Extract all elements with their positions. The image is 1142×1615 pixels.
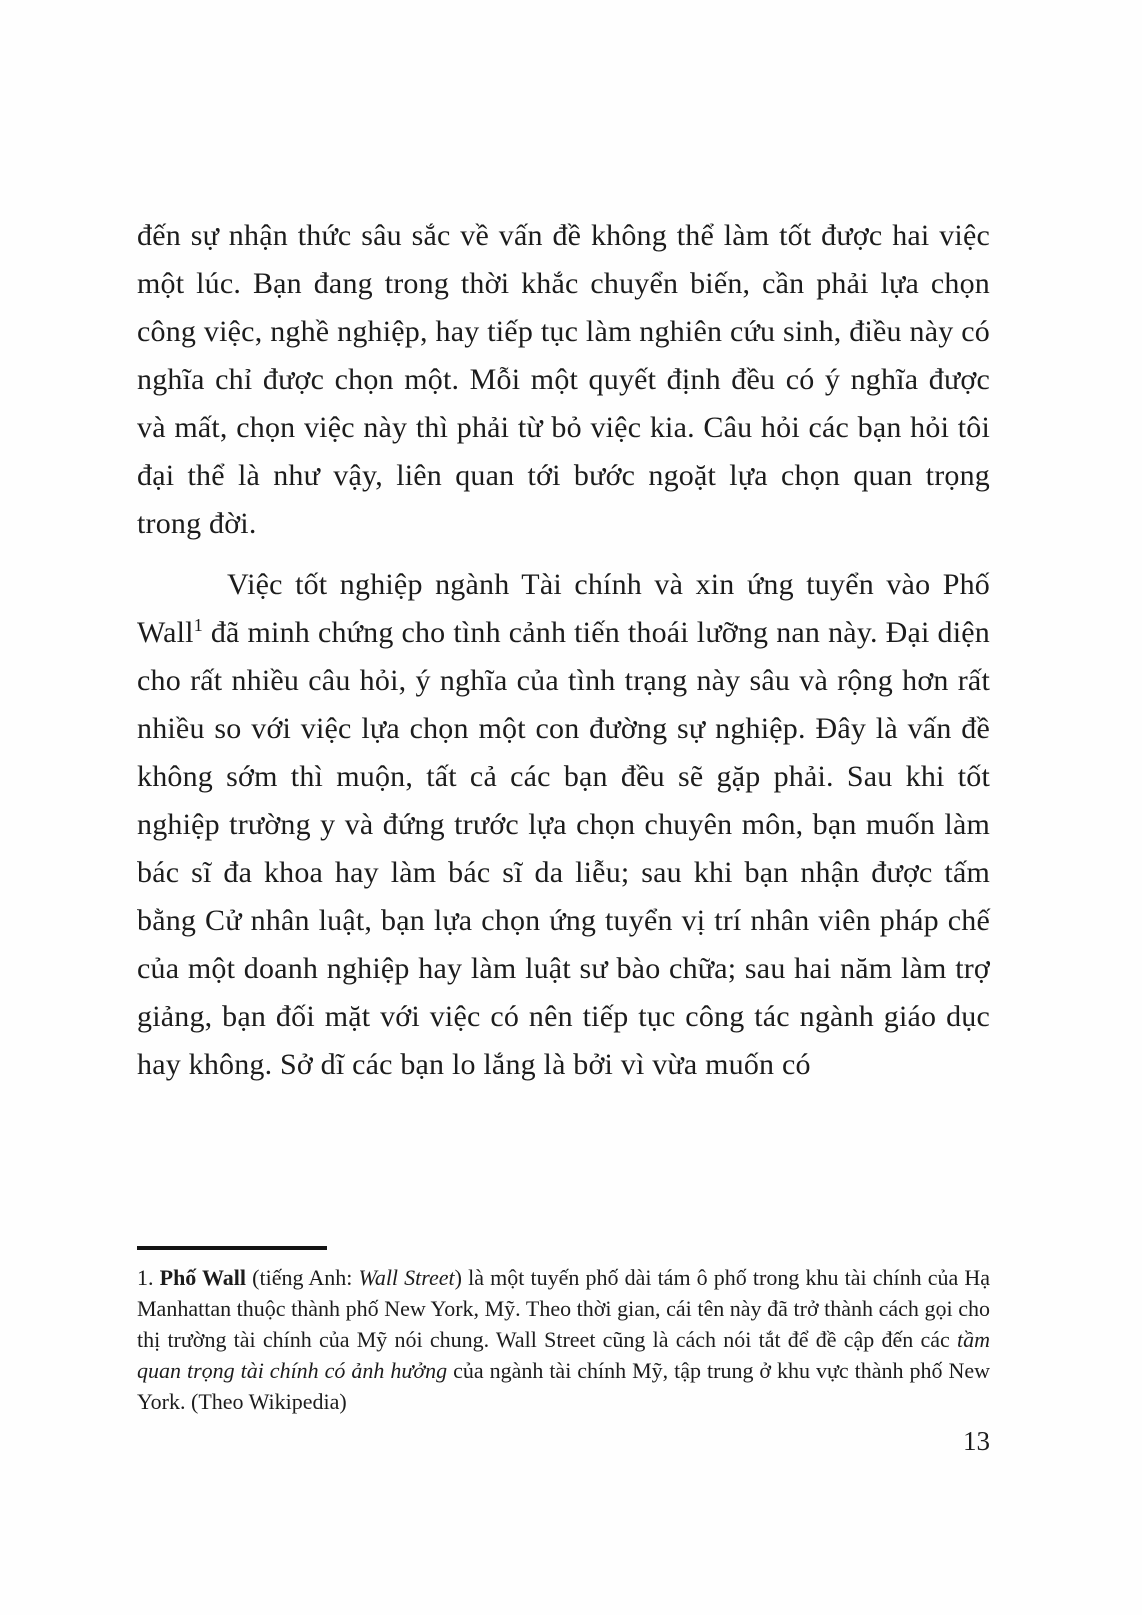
page-number: 13: [963, 1426, 990, 1456]
footnote-emphasis: tầm quan trọng tài chính có ảnh hưởng: [137, 1327, 990, 1383]
footnote-segment: (tiếng Anh:: [246, 1265, 359, 1290]
paragraph: [137, 561, 990, 1089]
footnote-segment: của ngành tài chính Mỹ, tập trung ở khu vực thành phố New York. (Theo Wikipedia): [137, 1358, 991, 1414]
paragraph-text: Việc tốt nghiệp ngành Tài chính và xin ứng tuyển vào Phố Wall: [137, 568, 990, 649]
footnote-term: Phố Wall: [159, 1265, 247, 1290]
footnote-area: [137, 1246, 990, 1417]
paragraph-text: đã minh chứng cho tình cảnh tiến thoái lưỡng nan này. Đại diện cho rất nhiều câu hỏi, ý nghĩa của tình trạng này sâu và rộng hơn rất nhiều so với việc lựa chọn một con đường sự nghiệp. Đây là vấn đề không sớm thì muộn, tất cả các bạn đều sẽ gặp phải. Sau khi tốt nghiệp trường y và đứng trước lựa chọn chuyên môn, bạn muốn làm bác sĩ đa khoa hay làm bác sĩ da liễu; sau khi bạn nhận được tấm bằng Cử nhân luật, bạn lựa chọn ứng tuyển vị trí nhân viên pháp chế của một doanh nghiệp hay làm luật sư bào chữa; sau hai năm làm trợ giảng, bạn đối mặt với việc có nên tiếp tục công tác ngành giáo dục hay không. Sở dĩ các bạn lo lắng là bởi vì vừa muốn có: [137, 616, 990, 1081]
paragraph-continuation: đến sự nhận thức sâu sắc về vấn đề không thể làm tốt được hai việc một lúc. Bạn đang trong thời khắc chuyển biến, cần phải lựa chọn công việc, nghề nghiệp, hay tiếp tục làm nghiên cứu sinh, điều này có nghĩa chỉ được chọn một. Mỗi một quyết định đều có ý nghĩa được và mất, chọn việc này thì phải từ bỏ việc kia. Câu hỏi các bạn hỏi tôi đại thể là như vậy, liên quan tới bước ngoặt lựa chọn quan trọng trong đời.: [137, 219, 990, 540]
footnote-marker: 1.: [137, 1265, 160, 1290]
footnote-text: [137, 1262, 990, 1417]
footnote-segment: ) là một tuyến phố dài tám ô phố trong khu tài chính của Hạ Manhattan thuộc thành phố New York, Mỹ. Theo thời gian, cái tên này đã trở thành cách gọi cho thị trường tài chính của Mỹ nói chung. Wall Street cũng là cách nói tắt để đề cập đến các: [137, 1265, 991, 1352]
footnote-foreign-term: Wall Street: [358, 1265, 455, 1290]
footnote-reference-marker: 1: [193, 615, 203, 635]
page-body: [137, 212, 990, 1089]
footnote-separator-rule: [137, 1246, 327, 1250]
